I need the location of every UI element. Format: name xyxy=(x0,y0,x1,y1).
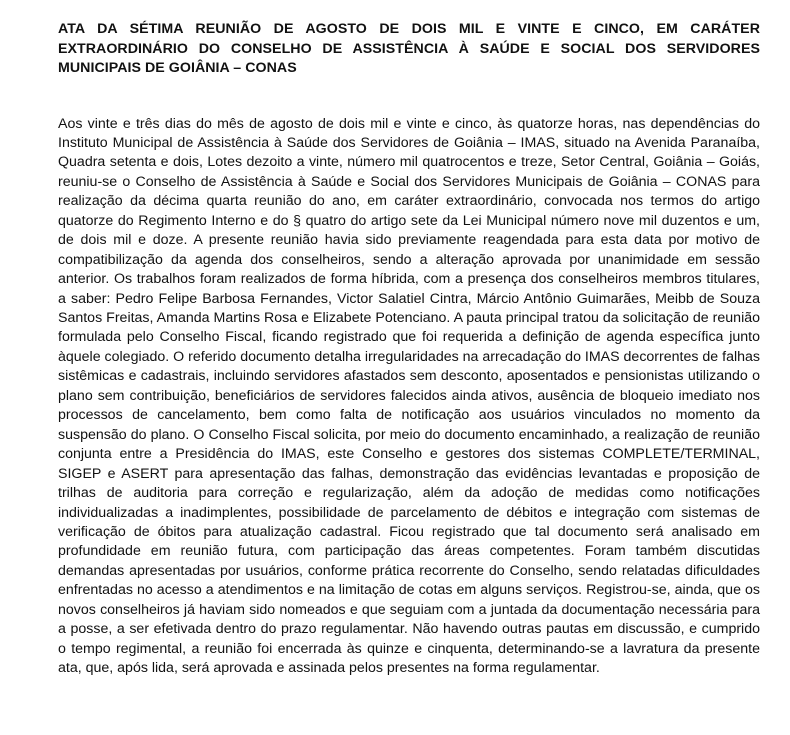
document-body-paragraph: Aos vinte e três dias do mês de agosto de dois mil e vinte e cinco, às quatorze horas, nas dependências do Instituto Municipal de Assistência à Saúde dos Servidores de Goiânia – IMAS, situado na Avenida Paranaíba, Quadra setenta e dois, Lotes dezoito a vinte, número mil quatrocentos e treze, Setor Central, Goiânia – Goiás, reuniu-se o Conselho de Assistência à Saúde e Social dos Servidores Municipais de Goiânia – CONAS para realização da décima quarta reunião do ano, em caráter extraordinário, convocada nos termos do artigo quatorze do Regimento Interno e do § quatro do artigo sete da Lei Municipal número nove mil duzentos e um, de dois mil e doze. A presente reunião havia sido previamente reagendada para esta data por motivo de compatibilização da agenda dos conselheiros, sendo a alteração aprovada por unanimidade em sessão anterior. Os trabalhos foram realizados de forma híbrida, com a presença dos conselheiros membros titulares, a saber: Pedro Felipe Barbosa Fernandes, Victor Salatiel Cintra, Márcio Antônio Guimarães, Meibb de Souza Santos Freitas, Amanda Martins Rosa e Elizabete Potenciano. A pauta principal tratou da solicitação de reunião formulada pelo Conselho Fiscal, ficando registrado que foi requerida a definição de agenda específica junto àquele colegiado. O referido documento detalha irregularidades na arrecadação do IMAS decorrentes de falhas sistêmicas e cadastrais, incluindo servidores afastados sem desconto, aposentados e pensionistas utilizando o plano sem contribuição, beneficiários de servidores falecidos ainda ativos, ausência de bloqueio imediato nos processos de cancelamento, bem como falta de notificação aos usuários vinculados no momento da suspensão do plano. O Conselho Fiscal solicita, por meio do documento encaminhado, a realização de reunião conjunta entre a Presidência do IMAS, este Conselho e gestores dos sistemas COMPLETE/TERMINAL, SIGEP e ASERT para apresentação das falhas, demonstração das evidências levantadas e proposição de trilhas de auditoria para correção e regularização, além da adoção de medidas como notificações individualizadas a inadimplentes, possibilidade de parcelamento de débitos e integração com sistemas de verificação de óbitos para atualização cadastral. Ficou registrado que tal documento será analisado em profundidade em reunião futura, com participação das áreas competentes. Foram também discutidas demandas apresentadas por usuários, conforme prática recorrente do Conselho, sendo relatadas dificuldades enfrentadas no acesso a atendimentos e na limitação de cotas em alguns serviços. Registrou-se, ainda, que os novos conselheiros já haviam sido nomeados e que seguiam com a juntada da documentação necessária para a posse, a ser efetivada dentro do prazo regulamentar. Não havendo outras pautas em discussão, e cumprido o tempo regimental, a reunião foi encerrada às quinze e cinquenta, determinando-se a lavratura da presente ata, que, após lida, será aprovada e assinada pelos presentes na forma regulamentar. xyxy=(58,115,760,677)
document-title: ATA DA SÉTIMA REUNIÃO DE AGOSTO DE DOIS MIL E VINTE E CINCO, EM CARÁTER EXTRAORDINÁRIO DO CONSELHO DE ASSISTÊNCIA À SAÚDE E SOCIAL DOS SERVIDORES MUNICIPAIS DE GOIÂNIA – CONAS xyxy=(58,21,760,76)
document-page xyxy=(58,20,760,679)
